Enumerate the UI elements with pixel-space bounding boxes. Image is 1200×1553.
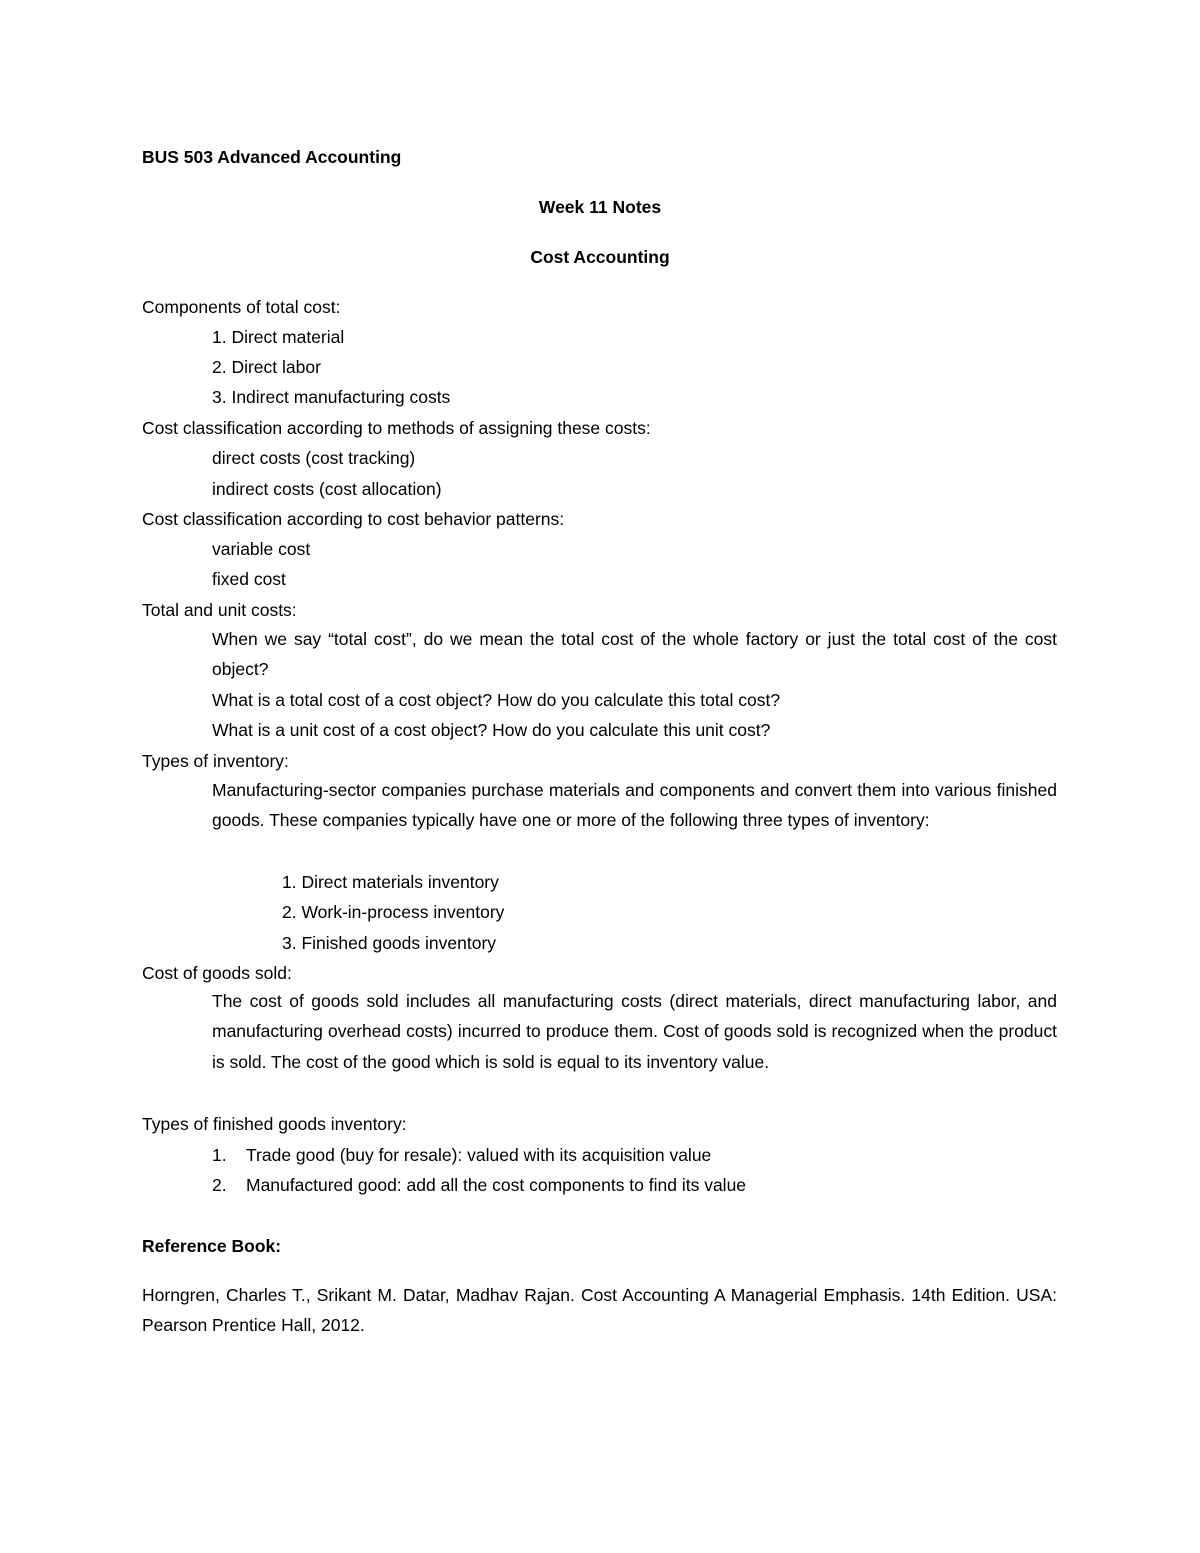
list-item: variable cost <box>212 539 311 559</box>
topic-title: Cost Accounting <box>530 247 670 267</box>
list-item: indirect costs (cost allocation) <box>212 479 442 499</box>
components-heading: Components of total cost: <box>142 297 341 317</box>
list-item: 1. Direct material <box>212 327 345 347</box>
list-item: 2. Direct labor <box>212 357 321 377</box>
total-unit-paragraph: When we say “total cost”, do we mean the total cost of the whole factory or just the total cost of the cost object? <box>212 629 1057 680</box>
finished-types-heading: Types of finished goods inventory: <box>142 1114 407 1134</box>
classification-methods-heading: Cost classification according to methods of assigning these costs: <box>142 418 651 438</box>
list-item: 1. Direct materials inventory <box>282 872 499 892</box>
reference-citation: Horngren, Charles T., Srikant M. Datar, Madhav Rajan. Cost Accounting A Managerial Emphasis. 14th Edition. USA: Pearson Prentice Hall, 2012. <box>142 1285 1057 1336</box>
total-cost-question: What is a total cost of a cost object? How do you calculate this total cost? <box>212 690 781 710</box>
list-item <box>212 1174 746 1196</box>
list-text: Trade good (buy for resale): valued with its acquisition value <box>246 1145 712 1165</box>
list-item: 2. Work-in-process inventory <box>282 902 505 922</box>
list-item: 3. Indirect manufacturing costs <box>212 387 451 407</box>
week-title: Week 11 Notes <box>538 197 662 217</box>
cogs-heading: Cost of goods sold: <box>142 963 292 983</box>
classification-behavior-heading: Cost classification according to cost behavior patterns: <box>142 509 565 529</box>
total-unit-heading: Total and unit costs: <box>142 600 297 620</box>
reference-heading: Reference Book: <box>142 1236 282 1256</box>
list-number: 1. <box>212 1145 227 1165</box>
list-item: 3. Finished goods inventory <box>282 933 497 953</box>
list-number: 2. <box>212 1175 227 1195</box>
course-title: BUS 503 Advanced Accounting <box>142 147 402 167</box>
inventory-types-heading: Types of inventory: <box>142 751 289 771</box>
list-item <box>212 1144 711 1166</box>
list-item: direct costs (cost tracking) <box>212 448 416 468</box>
list-item: fixed cost <box>212 569 286 589</box>
cogs-paragraph: The cost of goods sold includes all manufacturing costs (direct materials, direct manufacturing labor, and manufacturing overhead costs) incurred to produce them. Cost of goods sold is recognized when the product is sold. The cost of the good which is sold is equal to its inventory value. <box>212 991 1057 1072</box>
inventory-types-paragraph: Manufacturing-sector companies purchase materials and components and convert them into various finished goods. These companies typically have one or more of the following three types of inventory: <box>212 780 1057 831</box>
list-text: Manufactured good: add all the cost components to find its value <box>246 1175 747 1195</box>
unit-cost-question: What is a unit cost of a cost object? How do you calculate this unit cost? <box>212 720 771 740</box>
